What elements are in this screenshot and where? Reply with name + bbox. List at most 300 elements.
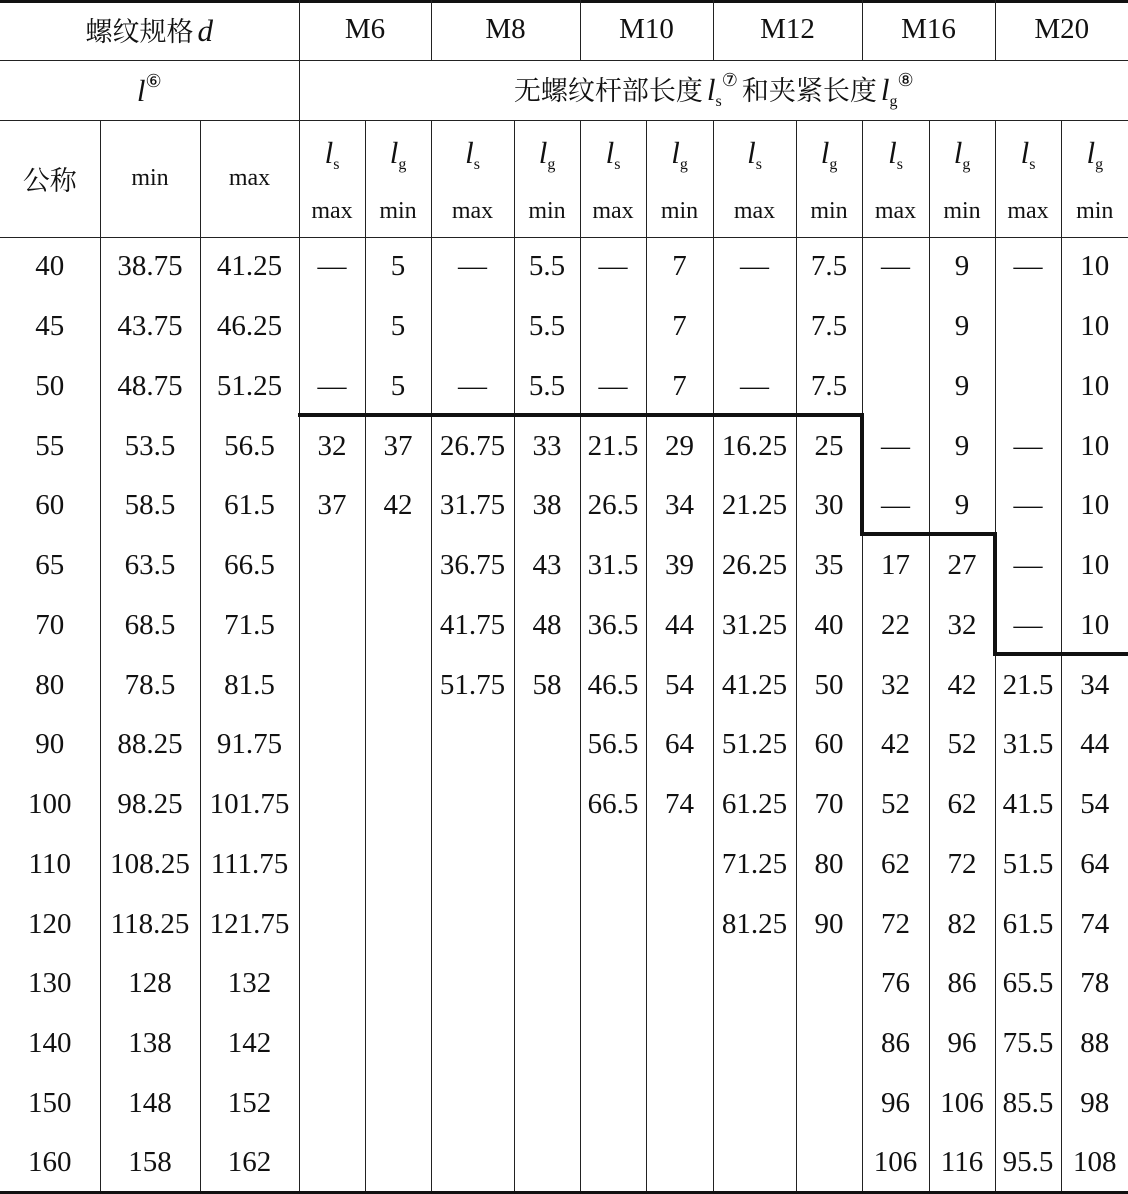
table-cell: 95.5 bbox=[995, 1133, 1061, 1192]
table-cell: 9 bbox=[929, 237, 995, 297]
table-cell bbox=[299, 894, 365, 954]
table-row bbox=[0, 775, 1128, 835]
table-cell bbox=[580, 1014, 646, 1074]
table-cell: 10 bbox=[1061, 237, 1128, 297]
table-cell bbox=[365, 894, 431, 954]
col-var: l bbox=[1020, 134, 1030, 170]
ls-sub: s bbox=[715, 93, 722, 110]
table-cell: 64 bbox=[646, 715, 713, 775]
table-cell bbox=[862, 297, 929, 357]
table-cell: 98 bbox=[1061, 1074, 1128, 1134]
lg-min-header bbox=[796, 120, 862, 237]
table-cell: — bbox=[580, 357, 646, 417]
table-cell: 130 bbox=[28, 967, 72, 1000]
table-cell: 38.75 bbox=[100, 237, 200, 297]
table-cell bbox=[580, 1074, 646, 1134]
table-cell bbox=[365, 775, 431, 835]
table-cell: 76 bbox=[862, 954, 929, 1014]
table-cell bbox=[365, 1014, 431, 1074]
size-m10: M10 bbox=[580, 0, 713, 60]
col-var: l bbox=[820, 134, 830, 170]
table-cell: 5 bbox=[365, 297, 431, 357]
table-cell: 96 bbox=[929, 1014, 995, 1074]
length-span-cell bbox=[299, 60, 1128, 120]
table-cell: 36.75 bbox=[431, 536, 514, 596]
boundary-line-m16 bbox=[860, 532, 996, 536]
table-cell bbox=[580, 1133, 646, 1192]
table-cell: 7.5 bbox=[796, 237, 862, 297]
table-cell bbox=[713, 954, 796, 1014]
table-cell: 150 bbox=[28, 1086, 72, 1119]
table-cell bbox=[646, 1014, 713, 1074]
table-cell: 60 bbox=[35, 489, 65, 522]
table-cell: 72 bbox=[929, 835, 995, 895]
table-cell: 81.5 bbox=[200, 655, 299, 715]
table-cell: 44 bbox=[646, 596, 713, 656]
table-row bbox=[0, 596, 1128, 656]
col-limit: max bbox=[592, 197, 634, 224]
table-cell: 82 bbox=[929, 894, 995, 954]
table-cell: 7.5 bbox=[796, 297, 862, 357]
table-cell: 51.75 bbox=[431, 655, 514, 715]
table-cell: 128 bbox=[100, 954, 200, 1014]
table-cell: 26.5 bbox=[580, 476, 646, 536]
lg-min-header bbox=[514, 120, 580, 237]
col-var: l bbox=[671, 134, 680, 170]
col-sub: g bbox=[679, 155, 688, 173]
table-cell: 63.5 bbox=[100, 536, 200, 596]
table-cell: 22 bbox=[862, 596, 929, 656]
table-cell: 10 bbox=[1061, 476, 1128, 536]
table-cell: — bbox=[862, 237, 929, 297]
table-cell bbox=[514, 1074, 580, 1134]
table-cell: 138 bbox=[100, 1014, 200, 1074]
table-cell: 48 bbox=[514, 596, 580, 656]
table-cell: 61.5 bbox=[995, 894, 1061, 954]
col-limit: max bbox=[733, 197, 776, 224]
table-cell: — bbox=[580, 237, 646, 297]
table-cell: 62 bbox=[929, 775, 995, 835]
table-cell: 116 bbox=[929, 1133, 995, 1192]
table-cell: 17 bbox=[862, 536, 929, 596]
lg-sub: g bbox=[889, 93, 898, 110]
table-cell: 9 bbox=[929, 416, 995, 476]
size-m20: M20 bbox=[995, 0, 1128, 60]
table-cell: 42 bbox=[862, 715, 929, 775]
table-cell bbox=[431, 894, 514, 954]
table-cell: 43.75 bbox=[100, 297, 200, 357]
table-cell: 65.5 bbox=[995, 954, 1061, 1014]
table-cell: 31.5 bbox=[995, 715, 1061, 775]
table-cell: 56.5 bbox=[580, 715, 646, 775]
table-cell bbox=[299, 954, 365, 1014]
table-cell bbox=[995, 357, 1061, 417]
col-sub: g bbox=[829, 155, 838, 173]
table-cell bbox=[365, 596, 431, 656]
table-cell: 65 bbox=[35, 549, 65, 582]
table-row bbox=[0, 1014, 1128, 1074]
table-cell: 121.75 bbox=[200, 894, 299, 954]
table-cell: 21.5 bbox=[995, 655, 1061, 715]
table-cell: 74 bbox=[646, 775, 713, 835]
table-cell: 10 bbox=[1061, 297, 1128, 357]
table-cell: — bbox=[862, 476, 929, 536]
table-cell: 5 bbox=[365, 357, 431, 417]
table-cell: 26.25 bbox=[713, 536, 796, 596]
header-row-sizes bbox=[0, 0, 1128, 60]
size-m6: M6 bbox=[299, 0, 431, 60]
table-cell: 41.75 bbox=[431, 596, 514, 656]
col-limit: min bbox=[528, 197, 566, 224]
lg-min-header bbox=[646, 120, 713, 237]
table-cell: 37 bbox=[365, 416, 431, 476]
table-cell: 86 bbox=[929, 954, 995, 1014]
ls-max-header bbox=[580, 120, 646, 237]
ls-max-header bbox=[431, 120, 514, 237]
table-cell: 31.5 bbox=[580, 536, 646, 596]
table-cell: 120 bbox=[28, 907, 72, 940]
table-cell: 32 bbox=[299, 416, 365, 476]
table-row bbox=[0, 835, 1128, 895]
table-cell: 62 bbox=[862, 835, 929, 895]
table-cell: 5.5 bbox=[514, 357, 580, 417]
table-cell: 52 bbox=[929, 715, 995, 775]
col-var: l bbox=[888, 134, 897, 170]
table-cell: 10 bbox=[1061, 536, 1128, 596]
table-cell: — bbox=[995, 536, 1061, 596]
table-cell: 108 bbox=[1061, 1133, 1128, 1192]
table-cell: 40 bbox=[35, 250, 65, 283]
table-cell: 61.25 bbox=[713, 775, 796, 835]
table-cell: — bbox=[299, 357, 365, 417]
table-cell bbox=[431, 1014, 514, 1074]
table-cell: 66.5 bbox=[580, 775, 646, 835]
table-cell: 118.25 bbox=[100, 894, 200, 954]
table-cell: 106 bbox=[862, 1133, 929, 1192]
table-cell: 96 bbox=[862, 1074, 929, 1134]
table-cell: 10 bbox=[1061, 596, 1128, 656]
table-cell bbox=[580, 297, 646, 357]
table-cell bbox=[431, 1133, 514, 1192]
col-limit: min bbox=[660, 197, 699, 224]
table-row bbox=[0, 1074, 1128, 1134]
table-cell: 42 bbox=[929, 655, 995, 715]
table-cell: — bbox=[995, 476, 1061, 536]
table-cell: 111.75 bbox=[200, 835, 299, 895]
size-m8: M8 bbox=[431, 0, 580, 60]
table-cell: 108.25 bbox=[100, 835, 200, 895]
table-row bbox=[0, 536, 1128, 596]
table-cell: 74 bbox=[1061, 894, 1128, 954]
col-var: l bbox=[324, 134, 334, 170]
max-header: max bbox=[200, 120, 299, 237]
table-cell: 36.5 bbox=[580, 596, 646, 656]
table-cell: 60 bbox=[796, 715, 862, 775]
col-sub: s bbox=[1029, 155, 1036, 173]
col-sub: s bbox=[473, 155, 480, 173]
header-row-columns bbox=[0, 120, 1128, 237]
table-cell: 39 bbox=[646, 536, 713, 596]
table-cell: 152 bbox=[200, 1074, 299, 1134]
table-header bbox=[0, 0, 1128, 238]
l-label-cell bbox=[0, 60, 299, 120]
col-var: l bbox=[465, 134, 474, 170]
col-var: l bbox=[747, 134, 756, 170]
lg-min-header bbox=[1061, 120, 1128, 237]
table-cell: 31.75 bbox=[431, 476, 514, 536]
table-cell: 38 bbox=[514, 476, 580, 536]
table-cell: 162 bbox=[200, 1133, 299, 1192]
table-cell: 58.5 bbox=[100, 476, 200, 536]
table-cell: 88 bbox=[1061, 1014, 1128, 1074]
table-cell: 52 bbox=[862, 775, 929, 835]
table-cell: 56.5 bbox=[200, 416, 299, 476]
table-cell bbox=[646, 954, 713, 1014]
col-limit: min bbox=[1076, 197, 1114, 224]
table-cell: 42 bbox=[365, 476, 431, 536]
lg-var: l bbox=[880, 72, 890, 107]
table-cell bbox=[713, 1014, 796, 1074]
table-row bbox=[0, 894, 1128, 954]
table-cell: 80 bbox=[796, 835, 862, 895]
table-cell: 110 bbox=[28, 847, 71, 880]
table-cell bbox=[796, 954, 862, 1014]
table-cell bbox=[299, 1133, 365, 1192]
lg-note: ⑧ bbox=[897, 70, 914, 90]
table-cell: 71.5 bbox=[200, 596, 299, 656]
table-cell: 90 bbox=[35, 728, 65, 761]
table-cell: 142 bbox=[200, 1014, 299, 1074]
col-var: l bbox=[953, 134, 963, 170]
table-cell: 46.25 bbox=[200, 297, 299, 357]
table-cell bbox=[431, 835, 514, 895]
col-limit: max bbox=[451, 197, 494, 224]
table-cell bbox=[365, 835, 431, 895]
table-row bbox=[0, 715, 1128, 775]
col-limit: max bbox=[874, 197, 917, 224]
boundary-step-m16-vertical bbox=[860, 413, 864, 535]
table-cell bbox=[796, 1074, 862, 1134]
table-cell bbox=[365, 655, 431, 715]
table-cell: 85.5 bbox=[995, 1074, 1061, 1134]
table-row bbox=[0, 655, 1128, 715]
table-cell bbox=[365, 954, 431, 1014]
table-cell: 75.5 bbox=[995, 1014, 1061, 1074]
table-cell: 48.75 bbox=[100, 357, 200, 417]
col-var: l bbox=[389, 134, 399, 170]
col-var: l bbox=[538, 134, 548, 170]
table-cell: 43 bbox=[514, 536, 580, 596]
table-cell: 50 bbox=[796, 655, 862, 715]
table-cell bbox=[431, 715, 514, 775]
table-cell: 9 bbox=[929, 297, 995, 357]
table-cell bbox=[299, 835, 365, 895]
table-row bbox=[0, 297, 1128, 357]
col-sub: s bbox=[755, 155, 762, 173]
table-cell: — bbox=[995, 596, 1061, 656]
ls-max-header bbox=[995, 120, 1061, 237]
table-cell: 140 bbox=[28, 1027, 72, 1060]
table-cell: 25 bbox=[796, 416, 862, 476]
table-cell: 32 bbox=[862, 655, 929, 715]
table-cell bbox=[431, 297, 514, 357]
table-cell: 35 bbox=[796, 536, 862, 596]
table-cell: 41.25 bbox=[713, 655, 796, 715]
table-cell bbox=[514, 894, 580, 954]
table-cell bbox=[646, 1074, 713, 1134]
table-cell: 45 bbox=[35, 310, 65, 343]
nominal-header: 公称 bbox=[0, 120, 100, 237]
table-cell: 68.5 bbox=[100, 596, 200, 656]
table-cell bbox=[514, 835, 580, 895]
table-cell: 7 bbox=[646, 297, 713, 357]
ls-max-header bbox=[713, 120, 796, 237]
col-limit: min bbox=[810, 197, 848, 224]
table-cell: 44 bbox=[1061, 715, 1128, 775]
table-cell: 78.5 bbox=[100, 655, 200, 715]
spec-label: 螺纹规格 bbox=[85, 17, 194, 49]
table-cell bbox=[299, 655, 365, 715]
table-cell: 51.25 bbox=[200, 357, 299, 417]
table-cell: 54 bbox=[646, 655, 713, 715]
size-m16: M16 bbox=[862, 0, 995, 60]
col-limit: max bbox=[1007, 197, 1049, 224]
table-cell: 61.5 bbox=[200, 476, 299, 536]
table-cell: 9 bbox=[929, 476, 995, 536]
table-cell: — bbox=[431, 357, 514, 417]
table-cell bbox=[646, 894, 713, 954]
table-cell: 72 bbox=[862, 894, 929, 954]
l-note: ⑥ bbox=[145, 71, 162, 91]
table-cell: 66.5 bbox=[200, 536, 299, 596]
header-row-lengths bbox=[0, 60, 1128, 120]
col-sub: s bbox=[896, 155, 903, 173]
table-cell: 21.5 bbox=[580, 416, 646, 476]
table-cell: 50 bbox=[35, 369, 65, 402]
table-cell: — bbox=[299, 237, 365, 297]
table-cell bbox=[299, 297, 365, 357]
table-cell: 132 bbox=[200, 954, 299, 1014]
table-cell: 5 bbox=[365, 237, 431, 297]
table-row bbox=[0, 357, 1128, 417]
table-cell bbox=[431, 954, 514, 1014]
table-cell: 31.25 bbox=[713, 596, 796, 656]
table-cell bbox=[299, 1074, 365, 1134]
data-body bbox=[0, 237, 1128, 1192]
table-cell: 160 bbox=[28, 1146, 72, 1179]
table-cell: 54 bbox=[1061, 775, 1128, 835]
table-cell bbox=[365, 1074, 431, 1134]
table-cell bbox=[580, 835, 646, 895]
table-cell bbox=[646, 1133, 713, 1192]
table-cell: 51.25 bbox=[713, 715, 796, 775]
table-cell bbox=[862, 357, 929, 417]
table-cell: 5.5 bbox=[514, 237, 580, 297]
size-m12: M12 bbox=[713, 0, 862, 60]
col-limit: min bbox=[379, 197, 417, 224]
col-limit: max bbox=[311, 197, 353, 224]
boundary-line-m6-m12 bbox=[298, 413, 863, 417]
table-cell: 90 bbox=[796, 894, 862, 954]
table-cell: 88.25 bbox=[100, 715, 200, 775]
ls-note: ⑦ bbox=[721, 70, 738, 90]
table-row bbox=[0, 954, 1128, 1014]
table-cell: 46.5 bbox=[580, 655, 646, 715]
col-var: l bbox=[1086, 134, 1096, 170]
table-cell bbox=[995, 297, 1061, 357]
table-row bbox=[0, 237, 1128, 297]
table-cell bbox=[514, 1014, 580, 1074]
table-cell: 78 bbox=[1061, 954, 1128, 1014]
col-limit: min bbox=[943, 197, 981, 224]
table-cell bbox=[580, 894, 646, 954]
table-cell bbox=[365, 1133, 431, 1192]
min-header: min bbox=[100, 120, 200, 237]
table-cell: 29 bbox=[646, 416, 713, 476]
table-cell: 5.5 bbox=[514, 297, 580, 357]
table-cell: 16.25 bbox=[713, 416, 796, 476]
table-cell bbox=[514, 715, 580, 775]
table-cell bbox=[796, 1133, 862, 1192]
table-cell: 70 bbox=[796, 775, 862, 835]
span-mid: 和夹紧长度 bbox=[741, 76, 877, 107]
table-cell: 40 bbox=[796, 596, 862, 656]
table-cell: 34 bbox=[646, 476, 713, 536]
table-cell bbox=[299, 536, 365, 596]
table-cell: 71.25 bbox=[713, 835, 796, 895]
col-var: l bbox=[605, 134, 615, 170]
table-cell: 9 bbox=[929, 357, 995, 417]
table-cell bbox=[299, 596, 365, 656]
col-sub: g bbox=[547, 155, 556, 173]
table-cell bbox=[365, 715, 431, 775]
table-cell: 91.75 bbox=[200, 715, 299, 775]
ls-max-header bbox=[862, 120, 929, 237]
table-cell: 10 bbox=[1061, 357, 1128, 417]
table-cell: 30 bbox=[796, 476, 862, 536]
table-cell bbox=[713, 297, 796, 357]
table-cell: 64 bbox=[1061, 835, 1128, 895]
table-cell: 37 bbox=[299, 476, 365, 536]
table-cell: — bbox=[995, 237, 1061, 297]
col-sub: s bbox=[333, 155, 340, 173]
table-cell bbox=[713, 1074, 796, 1134]
table-cell: 148 bbox=[100, 1074, 200, 1134]
boundary-step-m20-vertical bbox=[993, 532, 997, 655]
table-cell: 53.5 bbox=[100, 416, 200, 476]
table-cell bbox=[514, 954, 580, 1014]
table-cell: 58 bbox=[514, 655, 580, 715]
ls-max-header bbox=[299, 120, 365, 237]
table-cell: 7 bbox=[646, 237, 713, 297]
col-sub: s bbox=[614, 155, 621, 173]
table-cell: 21.25 bbox=[713, 476, 796, 536]
table-cell: 34 bbox=[1061, 655, 1128, 715]
table-cell: 81.25 bbox=[713, 894, 796, 954]
table-cell bbox=[299, 1014, 365, 1074]
table-cell bbox=[299, 715, 365, 775]
table-cell bbox=[580, 954, 646, 1014]
table-cell: 80 bbox=[35, 668, 65, 701]
table-cell: 100 bbox=[28, 788, 72, 821]
table-cell: 26.75 bbox=[431, 416, 514, 476]
boundary-line-m20 bbox=[993, 652, 1128, 656]
table-cell: 55 bbox=[35, 429, 65, 462]
lg-min-header bbox=[929, 120, 995, 237]
col-sub: g bbox=[1095, 155, 1104, 173]
table-cell: 70 bbox=[35, 608, 65, 641]
table-cell: 98.25 bbox=[100, 775, 200, 835]
